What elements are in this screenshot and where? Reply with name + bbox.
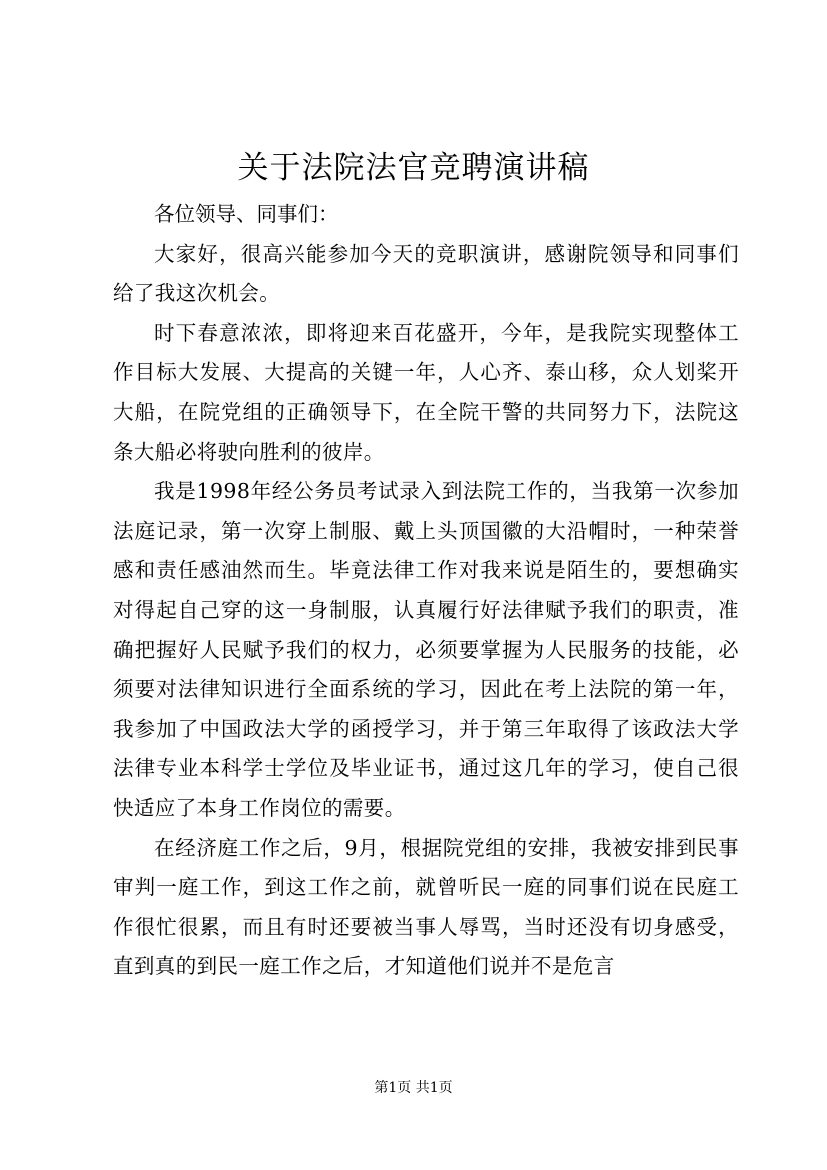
paragraph: 大家好，很高兴能参加今天的竞职演讲，感谢院领导和同事们给了我这次机会。 (113, 241, 739, 306)
paragraph: 我是1998年经公务员考试录入到法院工作的，当我第一次参加法庭记录，第一次穿上制服、戴上头顶国徽的大沿帽时，一种荣誉感和责任感油然而生。毕竟法律工作对我来说是陌生的，要想确实对得起自己穿的这一身制服，认真履行好法律赋予我们的职责，准确把握好人民赋予我们的权力，必须要掌握为人民服务的技能，必须要对法律知识进行全面系统的学习，因此在考上法院的第一年，我参加了中国政法大学的函授学习，并于第三年取得了该政法大学法律专业本科学士学位及毕业证书，通过这几年的学习，使自己很快适应了本身工作岗位的需要。 (113, 479, 739, 820)
paragraph: 时下春意浓浓，即将迎来百花盛开，今年，是我院实现整体工作目标大发展、大提高的关键一年，人心齐、泰山移，众人划桨开大船，在院党组的正确领导下，在全院干警的共同努力下，法院这条大船必将驶向胜利的彼岸。 (113, 320, 739, 464)
page-footer: 第1页 共1页 (374, 1080, 453, 1096)
greeting-line: 各位领导、同事们： (154, 202, 339, 226)
document-title: 关于法院法官竞聘演讲稿 (237, 150, 590, 186)
paragraph: 在经济庭工作之后，9月，根据院党组的安排，我被安排到民事审判一庭工作，到这工作之前，就曾听民一庭的同事们说在民庭工作很忙很累，而且有时还要被当事人辱骂，当时还没有切身感受，直到真的到民一庭工作之后，才知道他们说并不是危言 (113, 835, 739, 979)
document-body (113, 195, 739, 987)
